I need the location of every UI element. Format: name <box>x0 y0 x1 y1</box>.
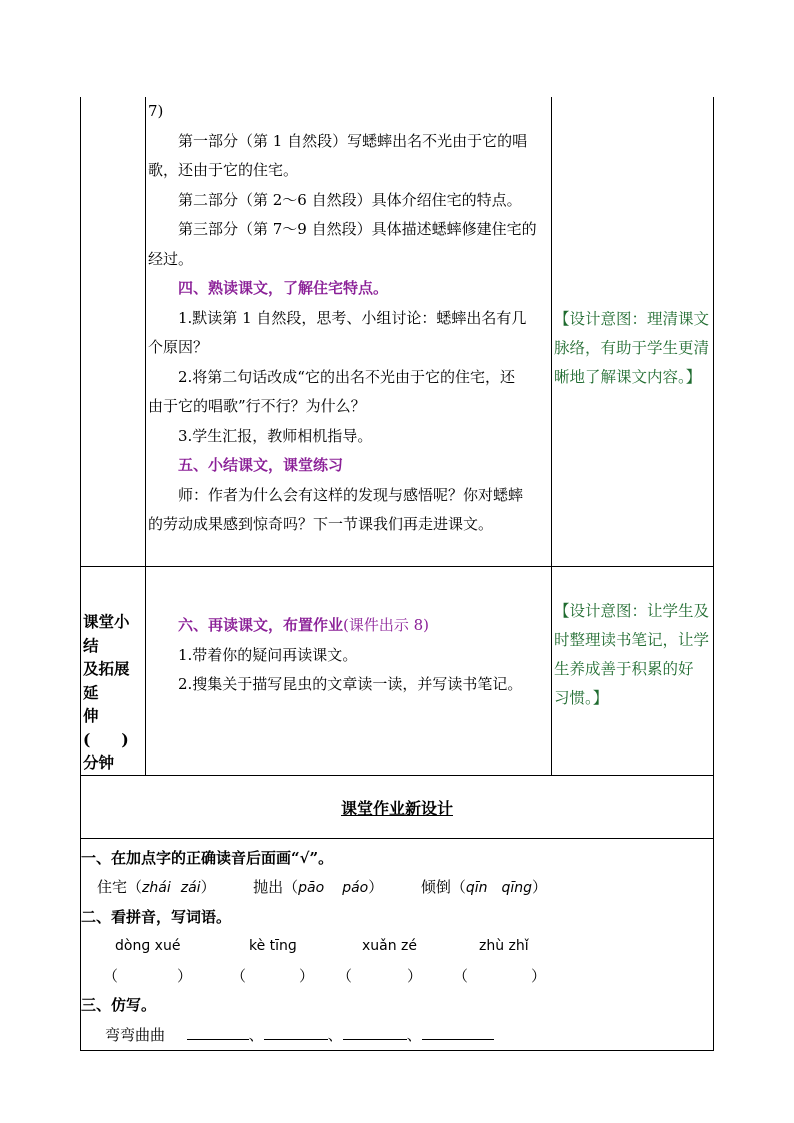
text-line: 1.带着你的疑问再读课文。 <box>178 645 358 664</box>
design-intent-cell <box>552 97 714 567</box>
text-line: 3.学生汇报，教师相机指导。 <box>178 426 373 445</box>
teaching-process-row <box>81 97 714 567</box>
row-label-line: 分钟 <box>83 753 115 772</box>
separator: 、 <box>248 1025 264 1044</box>
text-line: 2.将第二句话改成“它的出名不光由于它的住宅，还 <box>178 367 515 386</box>
row-label-line: 伸( ) <box>83 706 129 749</box>
row-label-cell <box>81 97 146 567</box>
text-line: 由于它的唱歌”行不行？为什么？ <box>148 397 366 415</box>
paren: （ <box>283 878 299 896</box>
answer-blank[interactable] <box>422 1025 494 1040</box>
answer-paren-open: （ <box>453 966 469 985</box>
design-intent-line: 生养成善于积累的好 <box>554 660 694 678</box>
homework-title-cell <box>81 775 714 838</box>
question-2-answers <box>81 962 713 992</box>
question-3-answers <box>81 1021 713 1051</box>
answer-paren-close: ） <box>531 966 547 985</box>
paren: ） <box>200 878 216 896</box>
section-heading: 四、熟读课文，了解住宅特点。 <box>178 279 389 297</box>
summary-label-cell <box>81 567 146 776</box>
design-intent-line: 【设计意图：让学生及 <box>554 602 710 620</box>
paren: ） <box>532 878 548 896</box>
paren: （ <box>127 878 143 896</box>
pinyin-option: pāo <box>298 880 325 896</box>
pinyin-option: qīng <box>501 880 533 896</box>
text-line: 的劳动成果感到惊奇吗？下一节课我们再走进课文。 <box>148 515 494 533</box>
text-line: 个原因？ <box>148 338 209 356</box>
separator: 、 <box>327 1025 343 1044</box>
text-line: 歌，还由于它的住宅。 <box>148 161 299 179</box>
answer-paren-close: ） <box>177 966 193 985</box>
text-line: 第三部分（第 7～9 自然段）具体描述蟋蟀修建住宅的 <box>178 220 537 238</box>
pinyin-prompt: kè tīnɡ <box>249 938 297 954</box>
text-line: 2.搜集关于描写昆虫的文章读一读，并写读书笔记。 <box>178 675 523 693</box>
question-2-pinyin <box>81 932 713 962</box>
example-word: 弯弯曲曲 <box>105 1025 166 1044</box>
homework-body-row <box>81 838 714 1051</box>
answer-blank[interactable] <box>187 1025 249 1040</box>
text-line: 第一部分（第 1 自然段）写蟋蟀出名不光由于它的唱 <box>178 131 528 150</box>
section-heading: 五、小结课文，课堂练习 <box>178 456 344 474</box>
answer-paren-open: （ <box>103 966 119 985</box>
pinyin-option: zhái <box>142 880 171 896</box>
answer-paren-close: ） <box>299 966 315 985</box>
answer-blank[interactable] <box>343 1025 407 1040</box>
word-item: 抛出 <box>253 878 284 896</box>
pinyin-option: qīn <box>465 880 488 896</box>
teaching-content-cell <box>146 97 552 567</box>
separator: 、 <box>406 1025 422 1044</box>
pinyin-prompt: dònɡ xué <box>115 938 181 954</box>
text-line: 师：作者为什么会有这样的发现与感悟呢？你对蟋蟀 <box>178 485 524 504</box>
design-intent-line: 时整理读书笔记，让学 <box>554 631 710 649</box>
question-3: 三、仿写。 <box>81 996 157 1014</box>
answer-blank[interactable] <box>264 1025 328 1040</box>
row-label-line: 及拓展延 <box>83 659 130 702</box>
section-heading <box>146 611 551 641</box>
homework-heading: 六、再读课文，布置作业 <box>178 616 344 634</box>
answer-paren-open: （ <box>337 966 353 985</box>
paren: ） <box>368 878 384 896</box>
text-line: 经过。 <box>148 249 194 268</box>
answer-paren-open: （ <box>231 966 247 985</box>
text-line: 第二部分（第 2～6 自然段）具体介绍住宅的特点。 <box>178 190 522 209</box>
design-intent-line: 【设计意图：理清课文 <box>554 310 710 328</box>
homework-title-row <box>81 775 714 838</box>
pinyin-prompt: xuǎn zé <box>362 938 418 954</box>
row-label-line: 课堂小结 <box>83 612 130 655</box>
pinyin-option: zái <box>180 880 201 896</box>
question-1-items <box>81 873 713 903</box>
design-intent-line: 晰地了解课文内容。】 <box>554 368 702 386</box>
summary-row <box>81 567 714 776</box>
paren: （ <box>450 878 466 896</box>
pinyin-option: páo <box>342 880 369 896</box>
word-item: 住宅 <box>97 878 128 896</box>
answer-paren-close: ） <box>407 966 423 985</box>
text-line: 7) <box>148 102 164 120</box>
design-intent-line: 脉络，有助于学生更清 <box>554 339 710 357</box>
pinyin-prompt: zhù zhǐ <box>479 938 529 954</box>
lesson-plan-table <box>80 97 714 1051</box>
question-2: 二、看拼音，写词语。 <box>81 907 232 926</box>
question-1: 一、在加点字的正确读音后面画“√”。 <box>81 848 334 867</box>
word-item: 倾倒 <box>420 878 451 896</box>
homework-body-cell <box>81 838 714 1051</box>
homework-title: 课堂作业新设计 <box>340 798 453 818</box>
summary-content-cell <box>146 567 552 776</box>
design-intent-line: 习惯。】 <box>554 689 609 707</box>
summary-intent-cell <box>552 567 714 776</box>
courseware-note: (课件出示 8) <box>343 616 430 634</box>
text-line: 1.默读第 1 自然段，思考、小组讨论：蟋蟀出名有几 <box>178 308 527 327</box>
